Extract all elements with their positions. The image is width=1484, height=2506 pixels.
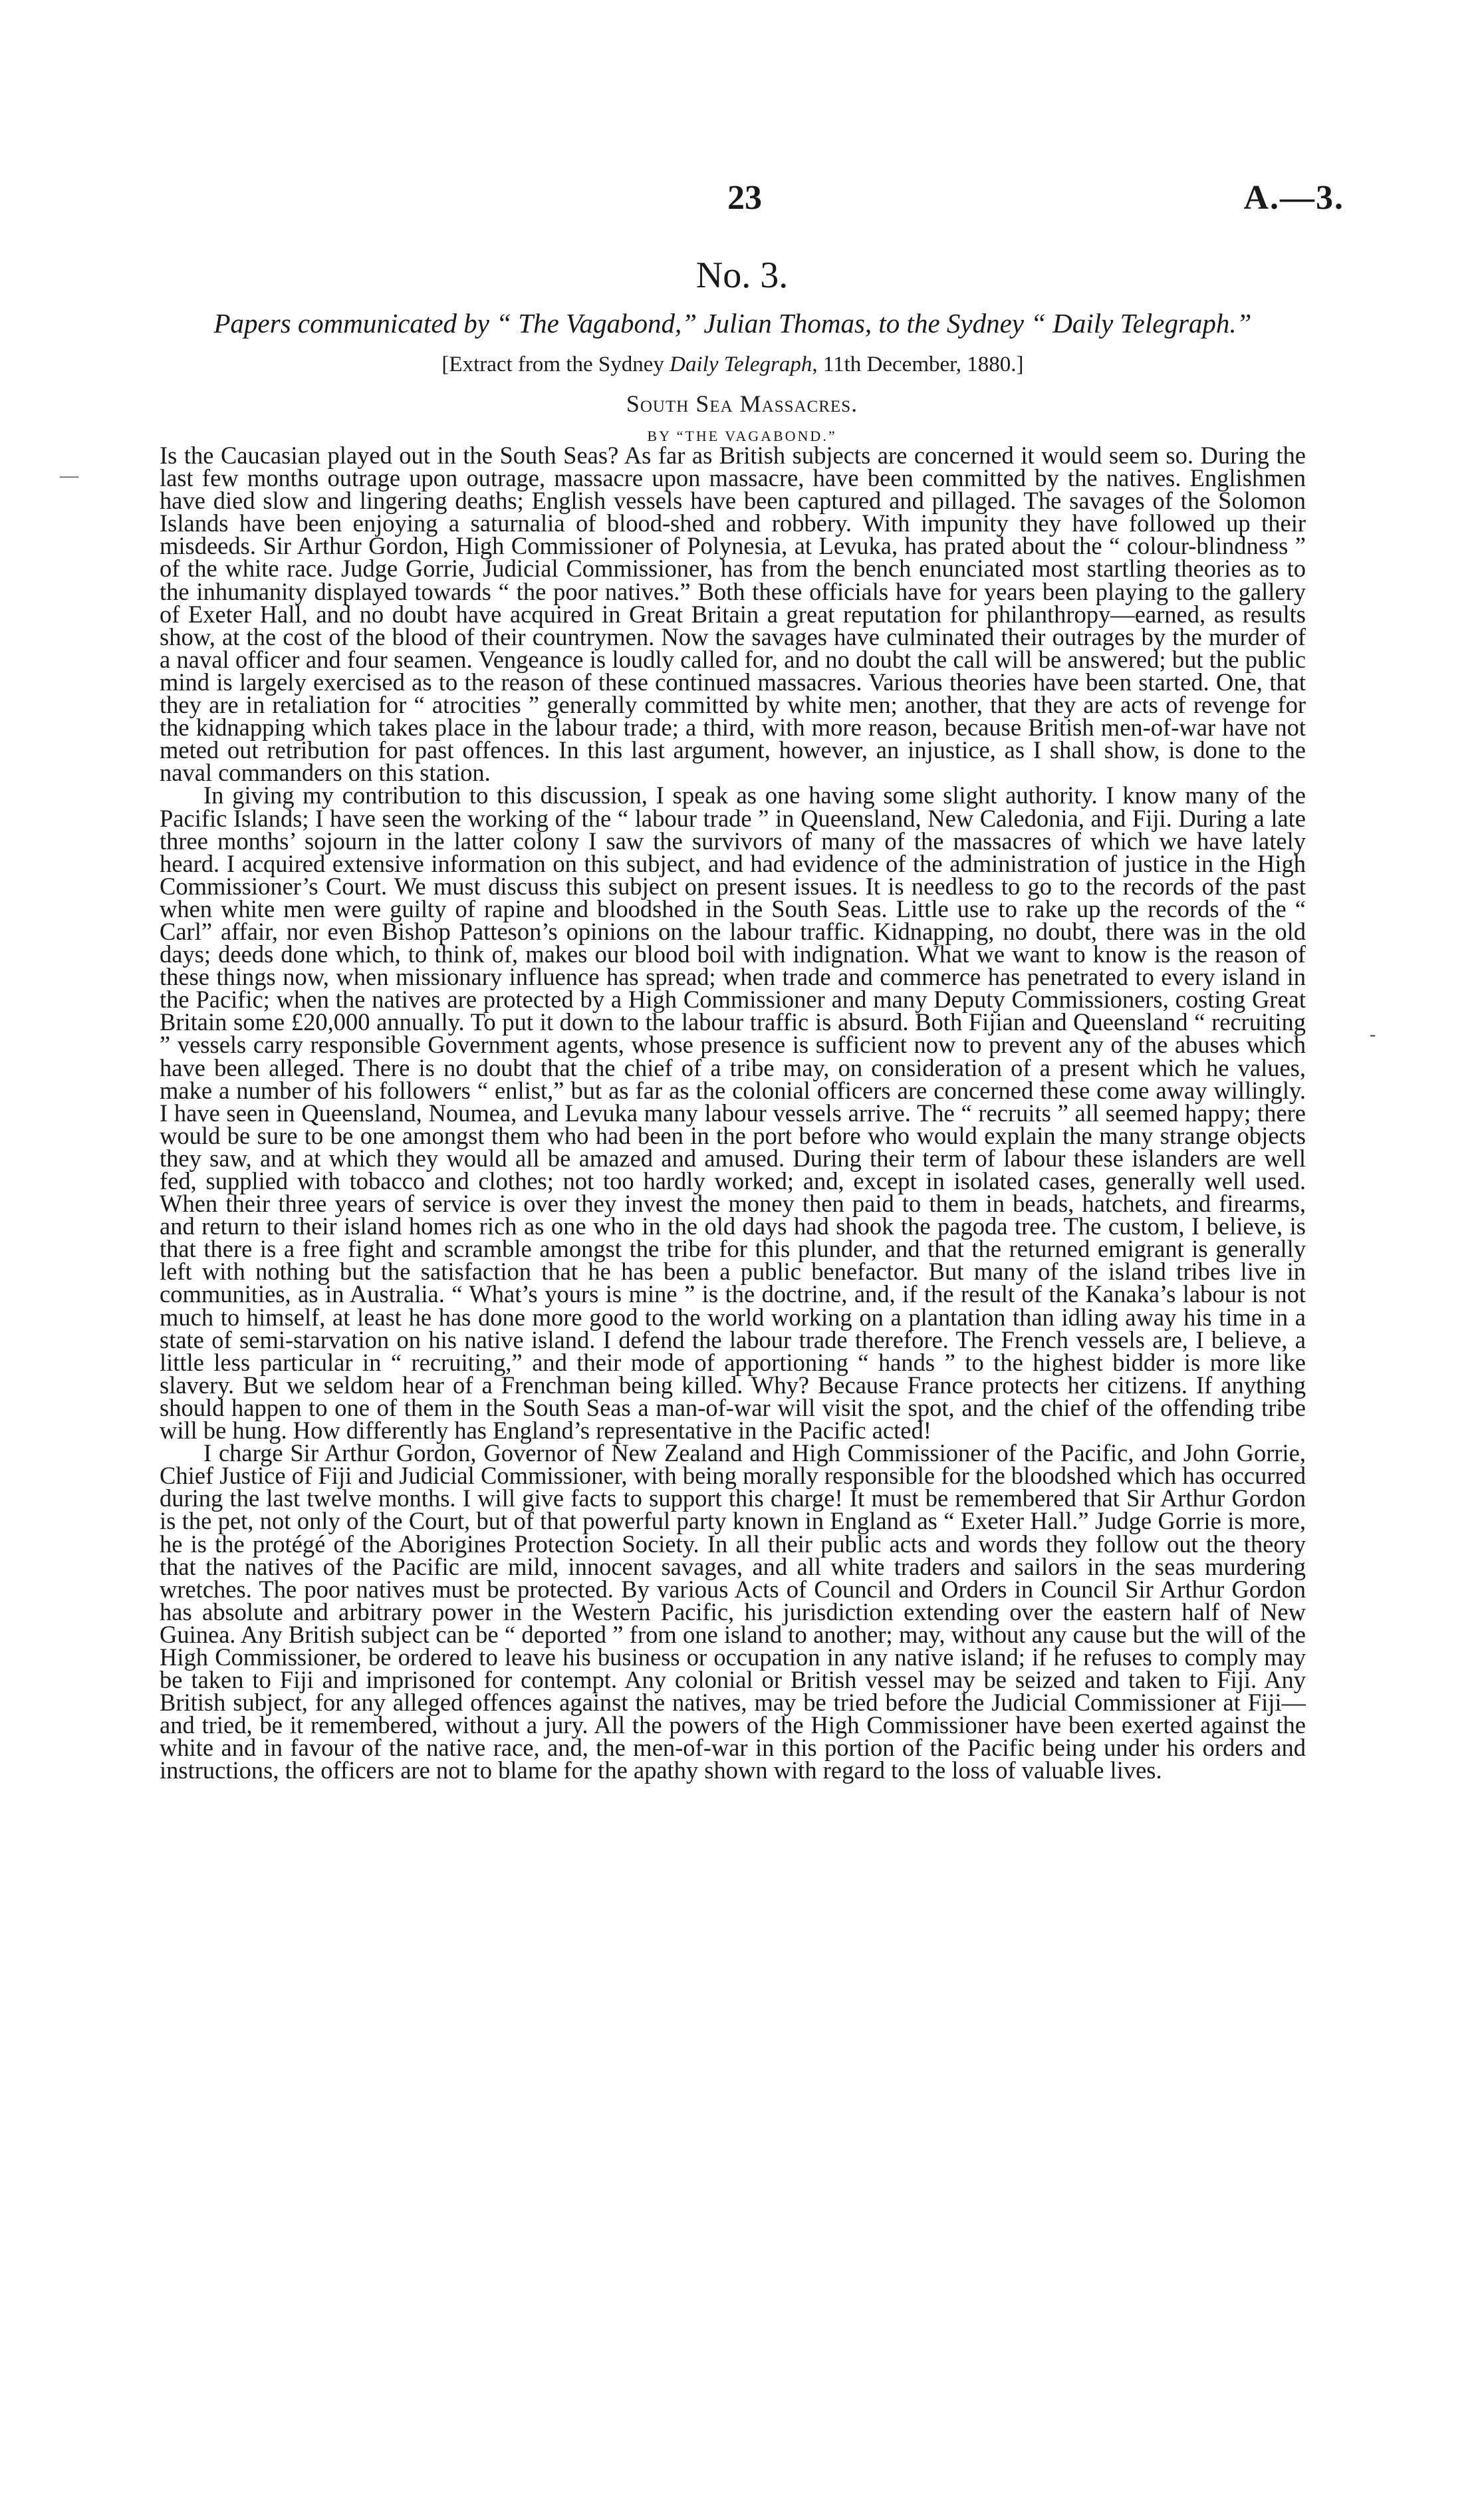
extract-source-line <box>160 352 1306 377</box>
page-number: 23 <box>727 179 762 217</box>
section-heading: South Sea Massacres. <box>626 390 858 417</box>
document-reference: A.—3. <box>1243 179 1344 217</box>
paragraph: In giving my contribution to this discussion, I speak as one having some slight authority. I know many of the Pacific Islands; I have seen the working of the “ labour trade ” in Queensland, New Caledonia, and Fiji. During a late three months’ sojourn in the latter colony I saw the survivors of many of the massacres of which we have lately heard. I acquired extensive information on this subject, and had evidence of the administration of justice in the High Commissioner’s Court. We must discuss this subject on present issues. It is needless to go to the records of the past when white men were guilty of rapine and bloodshed in the South Seas. Little use to rake up the records of the “ Carl” affair, nor even Bishop Patteson’s opinions on the labour traffic. Kidnapping, no doubt, there was in the old days; deeds done which, to think of, makes our blood boil with indignation. What we want to know is the reason of these things now, when missionary influence has spread; when trade and commerce has penetrated to every island in the Pacific; when the natives are protected by a High Commissioner and many Deputy Commissioners, costing Great Britain some £20,000 annually. To put it down to the labour traffic is absurd. Both Fijian and Queensland “ recruiting ” vessels carry responsible Government agents, whose presence is sufficient now to prevent any of the abuses which have been alleged. There is no doubt that the chief of a tribe may, on consideration of a present which he values, make a number of his followers “ enlist,” but as far as the colonial officers are concerned these come away willingly. I have seen in Queensland, Noumea, and Levuka many labour vessels arrive. The “ recruits ” all seemed happy; there would be sure to be one amongst them who had been in the port before who would explain the many strange objects they saw, and at which they would all be amazed and amused. During their term of labour these islanders are well fed, supplied with tobacco and clothes; not too hardly worked; and, except in isolated cases, generally well used. When their three years of service is over they invest the money then paid to them in beads, hatchets, and firearms, and return to their island homes rich as one who in the old days had shook the pagoda tree. The custom, I believe, is that there is a free fight and scramble amongst the tribe for this plunder, and that the returned emigrant is generally left with nothing but the satisfaction that he has been a public benefactor. But many of the island tribes live in communities, as in Australia. “ What’s yours is mine ” is the doctrine, and, if the result of the Kanaka’s labour is not much to himself, at least he has done more good to the world working on a plantation than idling away his time in a state of semi-starvation on his native island. I defend the labour trade therefore. The French vessels are, I believe, a little less particular in “ recruiting,” and their mode of apportioning “ hands ” to the highest bidder is more like slavery. But we seldom hear of a Frenchman being killed. Why? Because France protects her citizens. If anything should happen to one of them in the South Seas a man-of-war will visit the spot, and the chief of the offending tribe will be hung. How differently has England’s representative in the Pacific acted! <box>160 781 1306 1445</box>
margin-dash: — <box>60 466 78 486</box>
paragraph: I charge Sir Arthur Gordon, Governor of New Zealand and High Commissioner of the Pacific, and John Gorrie, Chief Justice of Fiji and Judicial Commissioner, with being morally responsible for the bloodshed which has occurred during the last twelve months. I will give facts to support this charge! It must be remembered that Sir Arthur Gordon is the pet, not only of the Court, but of that powerful party known in England as “ Exeter Hall.” Judge Gorrie is more, he is the protégé of the Aborigines Protection Society. In all their public acts and words they follow out the theory that the natives of the Pacific are mild, innocent savages, and all white traders and sailors in the seas murdering wretches. The poor natives must be protected. By various Acts of Council and Orders in Council Sir Arthur Gordon has absolute and arbitrary power in the Western Pacific, his jurisdiction extending over the eastern half of New Guinea. Any British subject can be “ deported ” from one island to another; may, without any cause but the will of the High Commissioner, be ordered to leave his business or occupation in any native island; if he refuses to comply may be taken to Fiji and imprisoned for contempt. Any colonial or British vessel may be seized and taken to Fiji. Any British subject, for any alleged offences against the natives, may be tried before the Judicial Commissioner at Fiji—and tried, be it remembered, without a jury. All the powers of the High Commissioner have been exerted against the white and in favour of the native race, and, the men-of-war in this portion of the Pacific being under his orders and instructions, the officers are not to blame for the apathy shown with regard to the loss of valuable lives. <box>160 1439 1306 1784</box>
extract-prefix: [Extract from the Sydney <box>441 352 670 376</box>
paper-number-title: No. 3. <box>695 255 789 296</box>
article-body <box>160 444 1306 1782</box>
extract-newspaper: Daily Telegraph <box>670 352 812 376</box>
paragraph: Is the Caucasian played out in the South Seas? As far as British subjects are concerned it would seem so. During the last few months outrage upon outrage, massacre upon massacre, have been committed by the natives. Englishmen have died slow and lingering deaths; English vessels have been captured and pillaged. The savages of the Solomon Islands have been enjoying a saturnalia of blood-shed and robbery. With impunity they have followed up their misdeeds. Sir Arthur Gordon, High Commissioner of Polynesia, at Levuka, has prated about the “ colour-blindness ” of the white race. Judge Gorrie, Judicial Commissioner, has from the bench enunciated most startling theories as to the inhumanity displayed towards “ the poor natives.” Both these officials have for years been playing to the gallery of Exeter Hall, and no doubt have acquired in Great Britain a great reputation for philanthropy—earned, as results show, at the cost of the blood of their countrymen. Now the savages have culminated their outrages by the murder of a naval officer and four seamen. Vengeance is loudly called for, and no doubt the call will be answered; but the public mind is largely exercised as to the reason of these continued massacres. Various theories have been started. One, that they are in retaliation for “ atrocities ” generally committed by white men; another, that they are acts of revenge for the kidnapping which takes place in the labour trade; a third, with more reason, because British men-of-war have not meted out retribution for past offences. In this last argument, however, an injustice, as I shall show, is done to the naval commanders on this station. <box>160 442 1306 787</box>
extract-suffix: , 11th December, 1880.] <box>812 352 1024 376</box>
paper-subtitle: Papers communicated by “ The Vagabond,” Julian Thomas, to the Sydney “ Daily Telegraph.” <box>213 308 1252 339</box>
byline: BY “THE VAGABOND.” <box>647 428 837 444</box>
margin-dash: - <box>1370 1024 1376 1045</box>
